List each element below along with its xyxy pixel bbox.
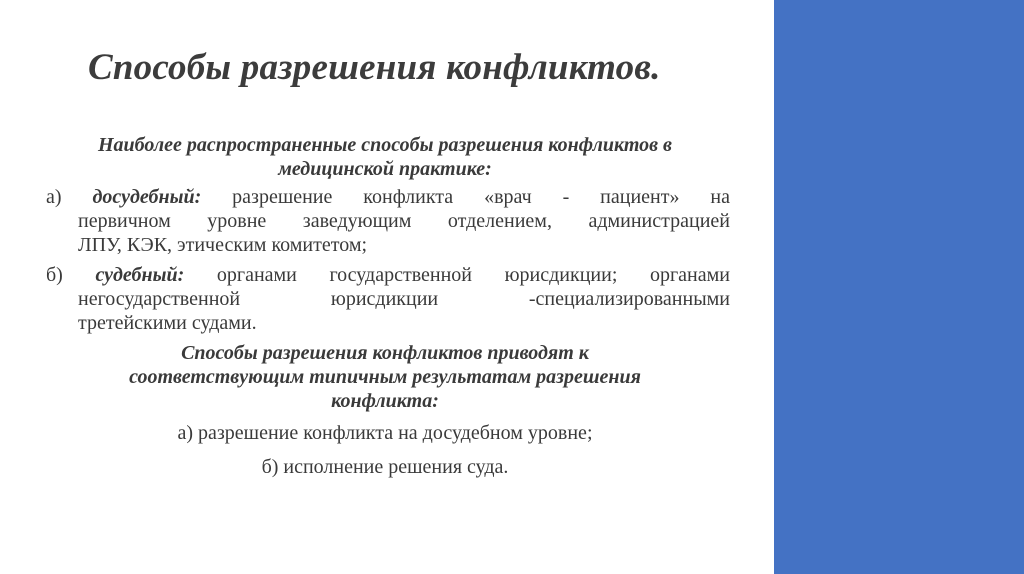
item-b-label: судебный: <box>95 264 185 286</box>
results-heading <box>40 341 730 413</box>
result-b: б) исполнение решения суда. <box>261 456 509 478</box>
item-a <box>40 185 730 257</box>
item-a-line-1-text: разрешение конфликта «врач - пациент» на <box>201 186 730 208</box>
intro-heading <box>40 133 730 181</box>
item-b-prefix: б) <box>46 264 96 286</box>
item-b <box>40 263 730 335</box>
item-a-label: досудебный: <box>92 186 202 208</box>
item-a-line-1 <box>46 185 730 209</box>
item-b-line-1 <box>46 263 730 287</box>
results-line-3: конфликта: <box>331 390 439 412</box>
item-a-prefix: а) <box>46 186 93 208</box>
results-line-2: соответствующим типичным результатам разрешения <box>129 366 641 388</box>
item-b-line-1-text: органами государственной юрисдикции; органами <box>184 264 730 286</box>
result-a: а) разрешение конфликта на досудебном уровне; <box>177 422 593 444</box>
side-accent-panel <box>774 0 1024 574</box>
intro-line-2: медицинской практике: <box>278 158 492 180</box>
item-b-line-3: третейскими судами. <box>78 312 257 334</box>
intro-line-1: Наиболее распространенные способы разрешения конфликтов в <box>98 134 672 156</box>
slide-body <box>40 133 730 479</box>
item-a-line-3: ЛПУ, КЭК, этическим комитетом; <box>78 234 368 256</box>
item-a-line-2: первичном уровне заведующим отделением, администрацией <box>78 210 730 232</box>
results-line-1: Способы разрешения конфликтов приводят к <box>181 342 589 364</box>
slide-title: Способы разрешения конфликтов. <box>88 47 661 88</box>
item-b-line-2: негосударственной юрисдикции -специализированными <box>78 288 730 310</box>
